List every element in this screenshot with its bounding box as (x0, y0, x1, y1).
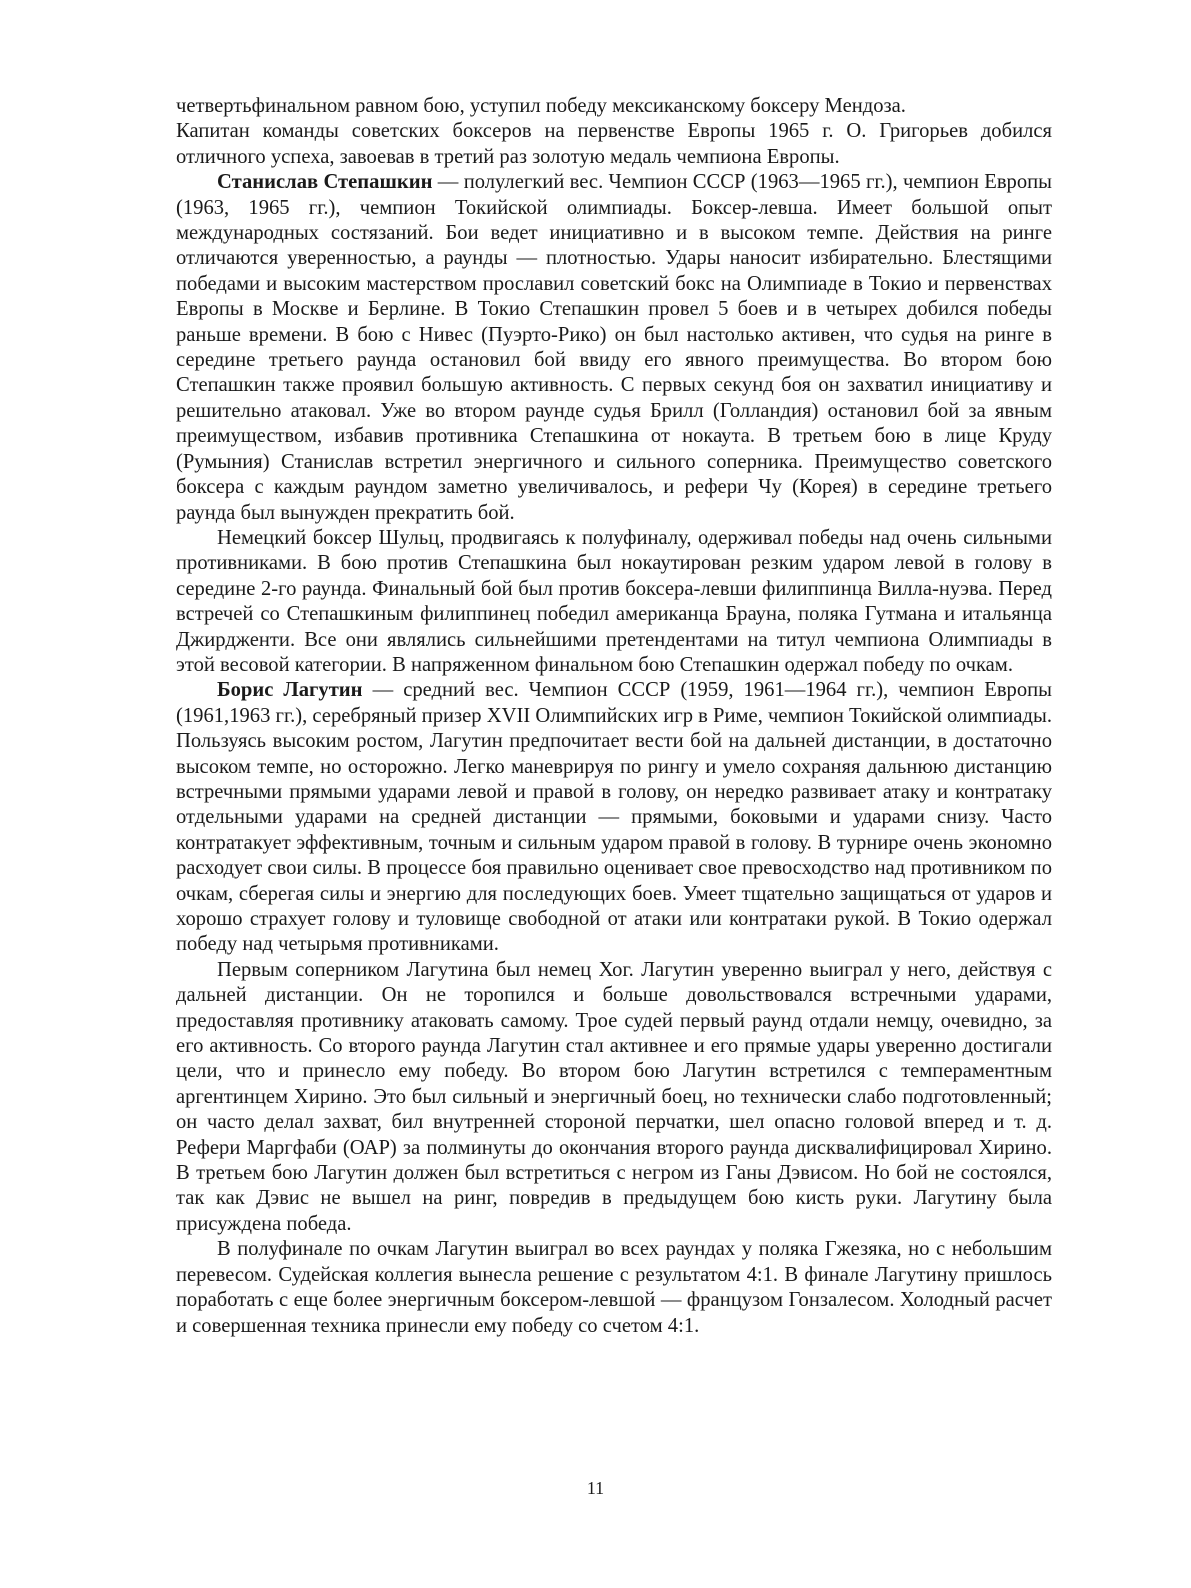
paragraph-text: четвертьфинальном равном бою, уступил победу мексиканскому боксеру Мендоза. (176, 95, 906, 117)
boxer-name-heading: Станислав Степашкин (217, 171, 433, 194)
paragraph-text: Первым соперником Лагутина был немец Хог. Лагутин уверенно выиграл у него, действуя с дальней дистанции. Он не торопился и больше довольствовался встречными ударами, предоставляя противнику атаковать самому. Трое судей первый раунд отдали немцу, очевидно, за его активность. Со второго раунда Лагутин стал активнее и его прямые удары уверенно достигали цели, что и принесло ему победу. Во втором бою Лагутин встретился с темпераментным аргентинцем Хирино. Это был сильный и энергичный боец, но технически слабо подготовленный; он часто делал захват, бил внутренней стороной перчатки, шел опасно головой вперед и т. д. Рефери Маргфаби (ОАР) за полминуты до окончания второго раунда дисквалифицировал Хирино. В третьем бою Лагутин должен был встретиться с негром из Ганы Дэвисом. Но бой не состоялся, так как Дэвис не вышел на ринг, повредив в предыдущем бою кисть руки. Лагутину была присуждена победа. (176, 958, 1052, 1235)
paragraph-text: — средний вес. Чемпион СССР (1959, 1961—1964 гг.), чемпион Европы (1961,1963 гг.), серебряный призер XVII Олимпийских игр в Риме, чемпион Токийской олимпиады. Пользуясь высоким ростом, Лагутин предпочитает вести бой на дальней дистанции, в достаточно высоком темпе, но осторожно. Легко маневрируя по рингу и умело сохраняя дальнюю дистанцию встречными прямыми ударами левой и правой в голову, он нередко развивает атаку и контратаку отдельными ударами на средней дистанции — прямыми, боковыми и ударами снизу. Часто контратакует эффективным, точным и сильным ударом правой в голову. В турнире очень экономно расходует свои силы. В процессе боя правильно оценивает свое превосходство над противником по очкам, сберегая силы и энергию для последующих боев. Умеет тщательно защищаться от ударов и хорошо страхует голову и туловище свободной от атаки или контратаки рукой. В Токио одержал победу над четырьмя противниками. (176, 679, 1052, 956)
paragraph-stepashkin (176, 170, 1052, 526)
paragraph-text: Капитан команды советских боксеров на первенстве Европы 1965 г. О. Григорьев добился отличного успеха, завоевав в третий раз золотую медаль чемпиона Европы. (176, 120, 1052, 168)
paragraph-text: В полуфинале по очкам Лагутин выиграл во всех раундах у поляка Гжезяка, но с небольшим перевесом. Судейская коллегия вынесла решение с результатом 4:1. В финале Лагутину пришлось поработать с еще более энергичным боксером-левшой — французом Гонзалесом. Холодный расчет и совершенная техника принесли ему победу со счетом 4:1. (176, 1238, 1052, 1337)
paragraph-lagutin (176, 678, 1052, 957)
boxer-name-heading: Борис Лагутин (217, 679, 363, 702)
paragraph (176, 526, 1052, 678)
document-body (176, 94, 1052, 1339)
paragraph (176, 119, 1052, 170)
paragraph (176, 1237, 1052, 1339)
paragraph-text: Немецкий боксер Шульц, продвигаясь к полуфиналу, одерживал победы над очень сильными противниками. В бою против Степашкина был нокаутирован резким ударом левой в голову в середине 2-го раунда. Финальный бой был против боксера-левши филиппинца Вилла-нуэва. Перед встречей со Степашкиным филиппинец победил американца Брауна, поляка Гутмана и итальянца Джирдженти. Все они являлись сильнейшими претендентами на титул чемпиона Олимпиады в этой весовой категории. В напряженном финальном бою Степашкин одержал победу по очкам. (176, 526, 1052, 676)
page-number: 11 (586, 1478, 605, 1498)
paragraph (176, 958, 1052, 1237)
paragraph (176, 94, 1052, 119)
paragraph-text: — полулегкий вес. Чемпион СССР (1963—1965 гг.), чемпион Европы (1963, 1965 гг.), чемпион Токийской олимпиады. Боксер-левша. Имеет большой опыт международных состязаний. Бои ведет инициативно и в высоком темпе. Действия на ринге отличаются уверенностью, а раунды — плотностью. Удары наносит избирательно. Блестящими победами и высоким мастерством прославил советский бокс на Олимпиаде в Токио и первенствах Европы в Москве и Берлине. В Токио Степашкин провел 5 боев и в четырех добился победы раньше времени. В бою с Нивес (Пуэрто-Рико) он был настолько активен, что судья на ринге в середине третьего раунда остановил бой ввиду его явного преимущества. Во втором бою Степашкин также проявил большую активность. С первых секунд боя он захватил инициативу и решительно атаковал. Уже во втором раунде судья Брилл (Голландия) остановил бой за явным преимуществом, избавив противника Степашкина от нокаута. В третьем бою в лице Круду (Румыния) Станислав встретил энергичного и сильного соперника. Преимущество советского боксера с каждым раундом заметно увеличивалось, и рефери Чу (Корея) в середине третьего раунда был вынужден прекратить бой. (176, 171, 1052, 524)
